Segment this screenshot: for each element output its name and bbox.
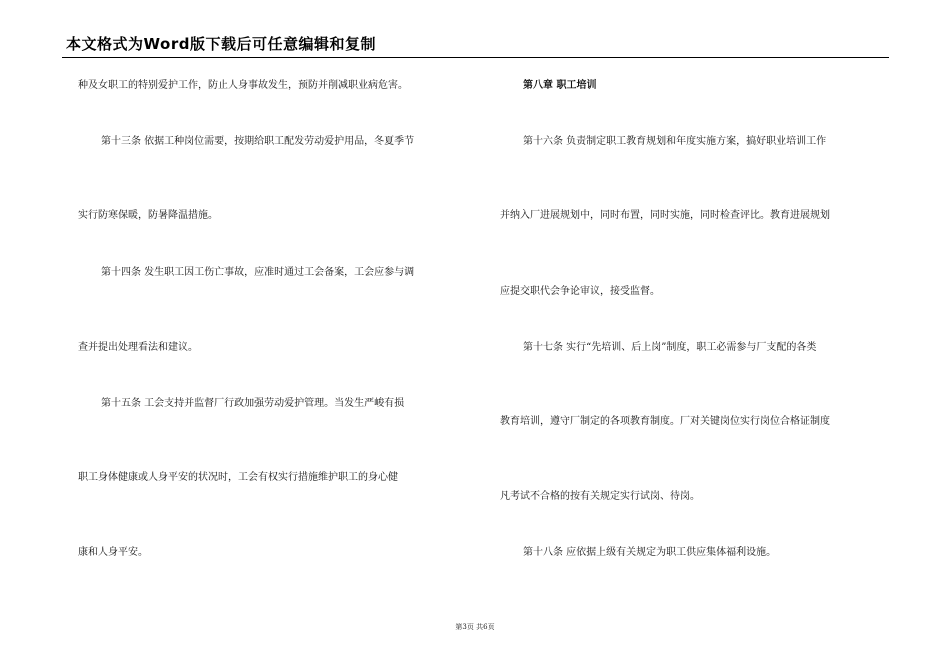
paragraph-line: 第十六条 负责制定职工教育规划和年度实施方案，搞好职业培训工作 — [523, 136, 827, 147]
chapter-heading: 第八章 职工培训 — [523, 80, 597, 91]
paragraph-line: 第十七条 实行“先培训、后上岗”制度，职工必需参与厂支配的各类 — [523, 342, 817, 353]
paragraph-line: 第十三条 依据工种岗位需要，按期给职工配发劳动爱护用品，冬夏季节 — [101, 136, 415, 147]
paragraph-line: 实行防寒保暖，防暑降温措施。 — [78, 210, 218, 221]
paragraph-line: 康和人身平安。 — [78, 547, 148, 558]
page-footer — [0, 622, 950, 632]
paragraph-line: 职工身体健康或人身平安的状况时，工会有权实行措施维护职工的身心健 — [78, 472, 398, 483]
paragraph-line: 第十五条 工会支持并监督厂行政加强劳动爱护管理。当发生严峻有损 — [101, 398, 405, 409]
footer-middle: 页 共 — [466, 623, 484, 631]
footer-prefix: 第 — [455, 623, 463, 631]
paragraph-line: 第十八条 应依据上级有关规定为职工供应集体福利设施。 — [523, 547, 777, 558]
paragraph-line: 教育培训，遵守厂制定的各项教育制度。厂对关键岗位实行岗位合格证制度 — [500, 416, 830, 427]
header-divider — [62, 57, 889, 58]
paragraph-line: 查并提出处理看法和建议。 — [78, 342, 198, 353]
total-pages-number: 6 — [483, 623, 488, 631]
paragraph-line: 应提交职代会争论审议，接受监督。 — [500, 286, 660, 297]
paragraph-line: 凡考试不合格的按有关规定实行试岗、待岗。 — [500, 491, 700, 502]
paragraph-line: 并纳入厂进展规划中，同时布置，同时实施，同时检查评比。教育进展规划 — [500, 210, 830, 221]
footer-suffix: 页 — [487, 623, 495, 631]
paragraph-line: 第十四条 发生职工因工伤亡事故，应准时通过工会备案，工会应参与调 — [101, 267, 415, 278]
current-page-number: 3 — [462, 623, 467, 631]
paragraph-line: 种及女职工的特别爱护工作，防止人身事故发生，预防并削减职业病危害。 — [78, 80, 408, 91]
document-header-title: 本文格式为Word版下载后可任意编辑和复制 — [66, 35, 376, 53]
